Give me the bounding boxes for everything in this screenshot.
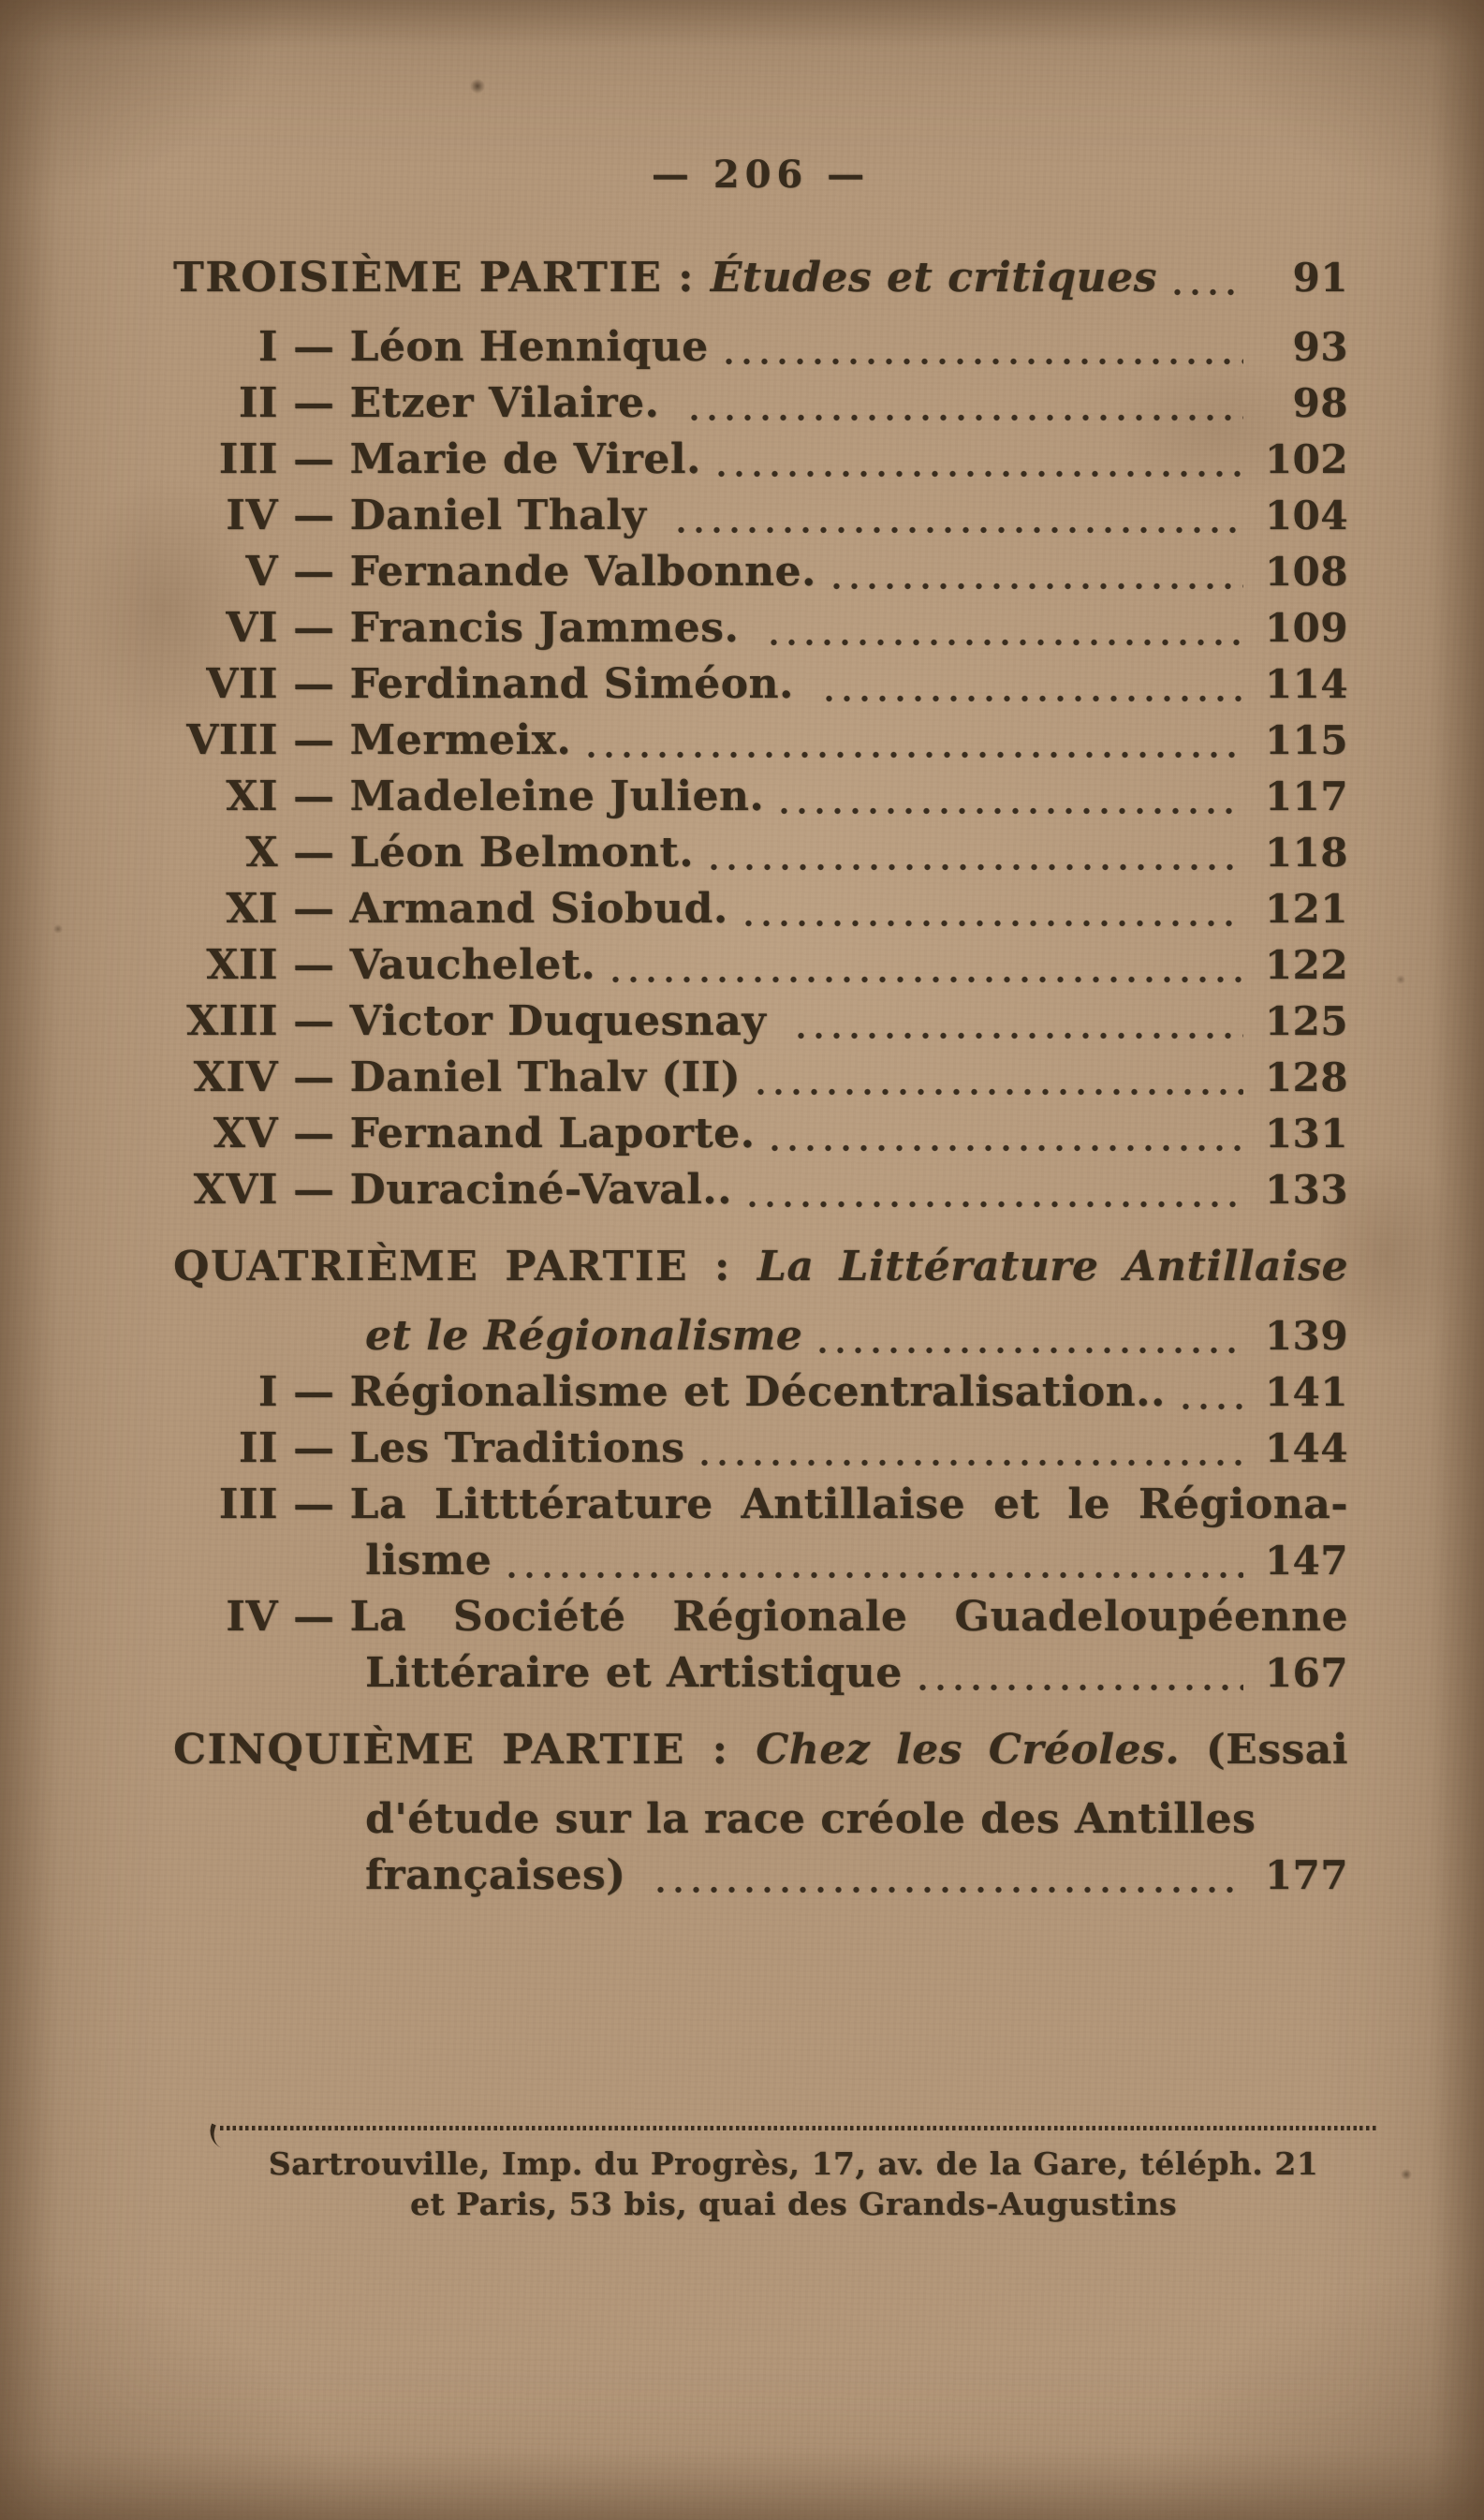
toc-entry-title: La Litttérature Antillaise et le Régiona- (349, 1481, 1348, 1528)
toc-page-number: 125 (1264, 998, 1348, 1044)
toc-entry-numeral: XIII (186, 997, 278, 1045)
toc-entry-numeral: III (218, 1481, 278, 1528)
toc-row (173, 881, 1348, 937)
toc-entry-title: Marie de Virel. (349, 435, 701, 483)
toc-page-number: 114 (1264, 661, 1348, 707)
toc-entry-title: Fernand Laporte. (349, 1110, 756, 1157)
dotted-leader (694, 1421, 1243, 1477)
em-dash: — (293, 604, 335, 652)
toc-row (173, 1421, 1348, 1477)
toc-page-number: 98 (1292, 380, 1348, 426)
toc-page-number: 104 (1264, 493, 1348, 538)
toc-row (173, 769, 1348, 825)
em-dash: — (293, 1110, 335, 1157)
table-of-contents (173, 229, 1348, 1904)
toc-page-number: 141 (1264, 1369, 1348, 1415)
toc-entry-title: Littéraire et Artistique (365, 1649, 903, 1697)
em-dash: — (293, 716, 335, 764)
toc-row (173, 937, 1348, 994)
toc-part-heading (173, 1722, 1348, 1778)
toc-entry-numeral: XVI (193, 1166, 278, 1214)
toc-entry-title: Duraciné-Vaval.. (349, 1166, 732, 1214)
toc-entry-numeral: IV (226, 492, 278, 539)
toc-entry-title: Etzer Vilaire. (349, 379, 675, 427)
dotted-leader (1175, 1364, 1243, 1421)
printer-imprint (211, 2126, 1376, 2224)
em-dash: — (293, 829, 335, 877)
dotted-leader (764, 1106, 1243, 1162)
toc-entry-numeral: XI (226, 885, 278, 933)
toc-row (173, 994, 1348, 1050)
dotted-leader (580, 713, 1243, 769)
toc-page-number: 131 (1264, 1111, 1348, 1157)
toc-row (173, 250, 1348, 306)
em-dash: — (293, 379, 335, 427)
toc-row (173, 825, 1348, 881)
toc-page-number: 118 (1264, 830, 1348, 876)
toc-entry-title: Francis Jammes. (349, 604, 755, 652)
toc-row (173, 319, 1348, 376)
part-title-italic: Chez les Créoles. (756, 1726, 1181, 1774)
toc-page-number: 144 (1264, 1425, 1348, 1471)
toc-entry-numeral: II (238, 379, 278, 427)
dotted-leader (711, 432, 1243, 488)
toc-row (173, 488, 1348, 544)
em-dash: — (293, 773, 335, 820)
toc-row (173, 1722, 1348, 1778)
toc-entry-title: Armand Siobud. (349, 885, 728, 933)
toc-page-number: 117 (1264, 774, 1348, 819)
toc-row (173, 1477, 1348, 1533)
dotted-leader (670, 488, 1243, 544)
toc-row (173, 656, 1348, 713)
toc-page-number: 102 (1264, 436, 1348, 482)
dotted-leader (605, 937, 1243, 994)
toc-entry-title: La Société Régionale Guadeloupéenne (349, 1593, 1348, 1641)
toc-entry-numeral: VII (206, 660, 278, 708)
dotted-leader (703, 825, 1243, 881)
em-dash: — (293, 997, 335, 1045)
toc-row (173, 1364, 1348, 1421)
dotted-leader (683, 376, 1243, 432)
toc-entry-title: françaises) (365, 1851, 641, 1899)
dotted-leader (742, 1162, 1243, 1218)
dotted-leader (1167, 250, 1243, 306)
toc-page-number: 115 (1264, 717, 1348, 763)
part-label: TROISIÈME PARTIE (173, 254, 663, 302)
toc-entry-numeral: III (218, 435, 278, 483)
part-title-italic: Études et critiques (710, 254, 1157, 302)
dotted-leader (763, 600, 1243, 656)
toc-page-number: 133 (1264, 1167, 1348, 1213)
em-dash: — (293, 492, 335, 539)
toc-row (173, 544, 1348, 600)
dotted-leader (826, 544, 1243, 600)
dotted-leader (718, 319, 1243, 376)
toc-row (173, 1848, 1348, 1904)
toc-entry-title: Victor Duquesnay (349, 997, 782, 1045)
dotted-leader (750, 1050, 1243, 1106)
toc-entry-numeral: VIII (186, 716, 278, 764)
toc-row (173, 1106, 1348, 1162)
toc-row (173, 1645, 1348, 1702)
toc-page-number: 91 (1292, 255, 1348, 301)
toc-page-number: 147 (1264, 1538, 1348, 1584)
toc-entry-title: Daniel Thaly (349, 492, 662, 539)
part-title-italic: La Littérature Antillaise (757, 1243, 1349, 1290)
part-label: QUATRIÈME PARTIE (173, 1243, 688, 1290)
toc-entry-title: Léon Belmont. (349, 829, 695, 877)
em-dash: — (293, 323, 335, 371)
toc-part-heading (173, 1239, 1348, 1295)
em-dash: — (293, 435, 335, 483)
toc-row (173, 432, 1348, 488)
toc-row (173, 1589, 1348, 1645)
toc-entry-numeral: VI (226, 604, 278, 652)
toc-row (173, 1050, 1348, 1106)
part-separator: : (688, 1243, 757, 1290)
em-dash: — (293, 660, 335, 708)
imprint-rule (220, 2126, 1376, 2130)
toc-page-number: 121 (1264, 886, 1348, 932)
toc-entry-title: lisme (365, 1537, 492, 1584)
toc-entry-numeral: XIV (193, 1054, 278, 1101)
dotted-leader (650, 1848, 1243, 1904)
em-dash: — (293, 885, 335, 933)
toc-row (173, 1791, 1348, 1848)
toc-row (173, 1533, 1348, 1589)
em-dash: — (293, 1481, 335, 1528)
toc-page-number: 167 (1264, 1650, 1348, 1696)
toc-row (173, 1239, 1348, 1295)
toc-entry-numeral: XII (206, 941, 278, 989)
page-number-folio: — 206 — (651, 153, 871, 197)
em-dash: — (293, 1593, 335, 1641)
toc-page-number: 93 (1292, 324, 1348, 370)
dotted-leader (501, 1533, 1243, 1589)
em-dash: — (293, 1166, 335, 1214)
part-separator: : (662, 254, 711, 302)
dotted-leader (912, 1645, 1243, 1702)
toc-entry-numeral: XV (213, 1110, 278, 1157)
toc-entry-numeral: IV (226, 1593, 278, 1641)
toc-part-heading (173, 250, 1157, 306)
toc-entry-numeral: I (257, 323, 278, 371)
toc-page-number: 122 (1264, 942, 1348, 988)
em-dash: — (293, 1424, 335, 1472)
toc-entry-title: Vauchelet. (349, 941, 596, 989)
toc-page-number: 177 (1264, 1852, 1348, 1898)
em-dash: — (293, 548, 335, 596)
em-dash: — (293, 1054, 335, 1101)
part-label: CINQUIÈME PARTIE (173, 1726, 685, 1774)
toc-entry-title: Les Traditions (349, 1424, 685, 1472)
toc-row (173, 713, 1348, 769)
toc-row (173, 1308, 1348, 1364)
dotted-leader (812, 1308, 1243, 1364)
imprint-line-2: et Paris, 53 bis, quai des Grands-Augustins (409, 2186, 1178, 2222)
toc-page-number: 139 (1264, 1313, 1348, 1359)
toc-entry-numeral: V (245, 548, 278, 596)
em-dash: — (293, 941, 335, 989)
toc-entry-title: Daniel Thalv (II) (349, 1054, 742, 1101)
dotted-leader (773, 769, 1243, 825)
part-title-roman: (Essai (1180, 1726, 1348, 1774)
toc-entry-title: Fernande Valbonne. (349, 548, 816, 596)
imprint-line-1: Sartrouville, Imp. du Progrès, 17, av. de la Gare, téléph. 21 (268, 2145, 1319, 2182)
toc-entry-title: Ferdinand Siméon. (349, 660, 809, 708)
toc-entry-title: Madeleine Julien. (349, 773, 765, 820)
toc-entry-title: et le Régionalisme (365, 1312, 803, 1360)
dotted-leader (738, 881, 1243, 937)
toc-entry-numeral: II (238, 1424, 278, 1472)
em-dash: — (293, 1368, 335, 1416)
toc-page-number: 109 (1264, 605, 1348, 651)
toc-page-number: 128 (1264, 1054, 1348, 1100)
toc-entry-title: Léon Hennique (349, 323, 709, 371)
toc-entry-title: Mermeix. (349, 716, 572, 764)
toc-entry-title: Régionalisme et Décentralisation.. (349, 1368, 1166, 1416)
toc-row (173, 1162, 1348, 1218)
toc-page-number: 108 (1264, 549, 1348, 595)
toc-row (173, 600, 1348, 656)
dotted-leader (790, 994, 1243, 1050)
toc-entry-numeral: I (257, 1368, 278, 1416)
toc-entry-numeral: X (245, 829, 278, 877)
toc-row (173, 376, 1348, 432)
toc-entry-numeral: XI (226, 773, 278, 820)
part-separator: : (684, 1726, 757, 1774)
dotted-leader (818, 656, 1243, 713)
toc-entry-title: d'étude sur la race créole des Antilles (365, 1795, 1256, 1843)
